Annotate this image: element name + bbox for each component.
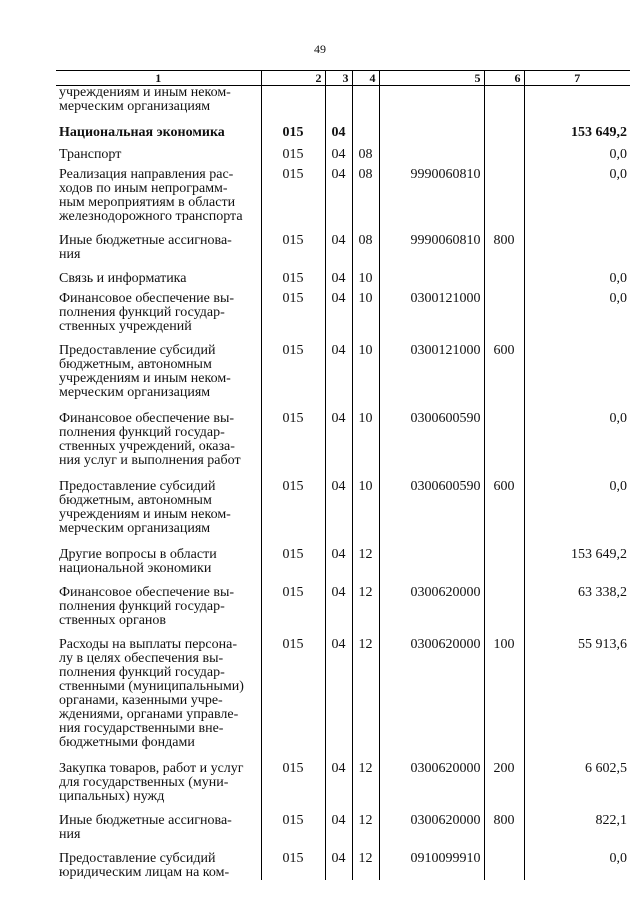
row-name: Предоставление субсидий юридическим лицам на ком-: [59, 851, 230, 880]
row-admin-code: 015: [261, 234, 325, 272]
table-row: [56, 234, 630, 272]
row-subsection: 10: [352, 480, 379, 548]
row-subsection: [352, 126, 379, 148]
row-expense-type: [484, 272, 524, 292]
row-name: Расходы на выплаты персона- лу в целях обеспечения вы- полнения функций государ- ственными (муниципальными) органами, казенными учре- ждениями, органами управле- ния государственными вне- бюджетными фондами: [59, 637, 244, 750]
row-section: 04: [325, 168, 352, 234]
row-target-article: 0300600590: [379, 480, 484, 548]
row-subsection: 12: [352, 852, 379, 880]
row-amount: 153 649,2: [524, 126, 630, 148]
table-row: [56, 148, 630, 168]
row-section: 04: [325, 234, 352, 272]
row-expense-type: 800: [484, 234, 524, 272]
row-amount: 55 913,6: [524, 638, 630, 762]
row-expense-type: [484, 292, 524, 344]
row-amount: 0,0: [524, 852, 630, 880]
header-col-4: 4: [352, 71, 379, 86]
header-col-6: 6: [484, 71, 524, 86]
row-expense-type: 200: [484, 762, 524, 814]
row-target-article: [379, 126, 484, 148]
row-expense-type: 800: [484, 814, 524, 852]
row-name: Иные бюджетные ассигнова- ния: [59, 233, 232, 262]
row-subsection: 12: [352, 548, 379, 586]
row-subsection: 08: [352, 234, 379, 272]
row-name: Национальная экономика: [59, 125, 225, 140]
row-amount: 6 602,5: [524, 762, 630, 814]
row-section: 04: [325, 762, 352, 814]
row-section: 04: [325, 586, 352, 638]
row-expense-type: [484, 586, 524, 638]
row-subsection: 08: [352, 148, 379, 168]
row-admin-code: 015: [261, 272, 325, 292]
row-target-article: 0300121000: [379, 292, 484, 344]
row-target-article: 0300121000: [379, 344, 484, 412]
row-subsection: 12: [352, 762, 379, 814]
table-row: [56, 814, 630, 852]
row-expense-type: 600: [484, 344, 524, 412]
row-amount: [524, 234, 630, 272]
row-amount: 822,1: [524, 814, 630, 852]
row-admin-code: 015: [261, 168, 325, 234]
row-amount: 0,0: [524, 148, 630, 168]
row-subsection: 10: [352, 272, 379, 292]
row-subsection: 10: [352, 412, 379, 480]
table-row: [56, 548, 630, 586]
row-subsection: [352, 86, 379, 127]
row-admin-code: 015: [261, 148, 325, 168]
row-subsection: 12: [352, 638, 379, 762]
row-admin-code: 015: [261, 480, 325, 548]
row-section: 04: [325, 148, 352, 168]
table-row: [56, 586, 630, 638]
row-admin-code: 015: [261, 638, 325, 762]
row-expense-type: 600: [484, 480, 524, 548]
row-target-article: 9990060810: [379, 168, 484, 234]
row-expense-type: [484, 168, 524, 234]
row-expense-type: [484, 548, 524, 586]
row-name: учреждениям и иным неком- мерческим организациям: [59, 85, 231, 114]
row-target-article: 9990060810: [379, 234, 484, 272]
row-admin-code: 015: [261, 548, 325, 586]
row-name: Финансовое обеспечение вы- полнения функций государ- ственных учреждений, оказа- ния услуг и выполнения работ: [59, 411, 241, 468]
row-name: Финансовое обеспечение вы- полнения функций государ- ственных органов: [59, 585, 235, 628]
row-amount: 0,0: [524, 412, 630, 480]
row-target-article: [379, 86, 484, 127]
table-row: [56, 168, 630, 234]
row-name: Предоставление субсидий бюджетным, автономным учреждениям и иным неком- мерческим организациям: [59, 343, 231, 400]
table-row: [56, 292, 630, 344]
table-row: [56, 852, 630, 880]
row-section: 04: [325, 292, 352, 344]
row-amount: 0,0: [524, 480, 630, 548]
row-admin-code: 015: [261, 292, 325, 344]
row-admin-code: 015: [261, 586, 325, 638]
row-name: Закупка товаров, работ и услуг для государственных (муни- ципальных) нужд: [59, 761, 244, 804]
budget-table: [56, 70, 630, 880]
header-col-1: 1: [56, 71, 261, 86]
table-body: [56, 86, 630, 881]
row-admin-code: 015: [261, 344, 325, 412]
row-amount: 63 338,2: [524, 586, 630, 638]
row-admin-code: [261, 86, 325, 127]
header-col-7: 7: [524, 71, 630, 86]
table-row: [56, 272, 630, 292]
header-col-3: 3: [325, 71, 352, 86]
row-section: 04: [325, 344, 352, 412]
table-row: [56, 480, 630, 548]
row-target-article: [379, 272, 484, 292]
row-amount: 0,0: [524, 272, 630, 292]
row-target-article: 0300620000: [379, 586, 484, 638]
row-expense-type: [484, 86, 524, 127]
row-admin-code: 015: [261, 814, 325, 852]
row-amount: [524, 86, 630, 127]
row-subsection: 12: [352, 814, 379, 852]
row-name: Финансовое обеспечение вы- полнения функций государ- ственных учреждений: [59, 291, 235, 334]
row-target-article: [379, 548, 484, 586]
row-target-article: 0300620000: [379, 762, 484, 814]
row-target-article: 0300620000: [379, 638, 484, 762]
row-amount: 0,0: [524, 168, 630, 234]
row-name: Иные бюджетные ассигнова- ния: [59, 813, 232, 842]
row-subsection: 08: [352, 168, 379, 234]
row-admin-code: 015: [261, 762, 325, 814]
table-row: [56, 86, 630, 127]
row-subsection: 10: [352, 292, 379, 344]
table-row: [56, 412, 630, 480]
row-expense-type: [484, 412, 524, 480]
row-expense-type: [484, 126, 524, 148]
row-section: 04: [325, 480, 352, 548]
row-name: Предоставление субсидий бюджетным, автономным учреждениям и иным неком- мерческим организациям: [59, 479, 231, 536]
table-row: [56, 344, 630, 412]
row-section: 04: [325, 852, 352, 880]
row-expense-type: [484, 148, 524, 168]
page-number: 49: [314, 42, 326, 56]
row-section: 04: [325, 272, 352, 292]
row-section: [325, 86, 352, 127]
row-target-article: 0300600590: [379, 412, 484, 480]
row-expense-type: [484, 852, 524, 880]
row-target-article: [379, 148, 484, 168]
row-target-article: 0910099910: [379, 852, 484, 880]
row-name: Реализация направления рас- ходов по иным непрограмм- ным мероприятиям в области железнодорожного транспорта: [59, 167, 243, 224]
row-section: 04: [325, 814, 352, 852]
table-row: [56, 638, 630, 762]
row-admin-code: 015: [261, 852, 325, 880]
row-section: 04: [325, 412, 352, 480]
row-amount: 153 649,2: [524, 548, 630, 586]
row-amount: [524, 344, 630, 412]
header-col-2: 2: [261, 71, 325, 86]
row-expense-type: 100: [484, 638, 524, 762]
row-name: Транспорт: [59, 147, 122, 162]
row-admin-code: 015: [261, 126, 325, 148]
row-amount: 0,0: [524, 292, 630, 344]
header-col-5: 5: [379, 71, 484, 86]
row-name: Другие вопросы в области национальной экономики: [59, 547, 217, 576]
row-subsection: 10: [352, 344, 379, 412]
row-name: Связь и информатика: [59, 271, 187, 286]
table-row: [56, 762, 630, 814]
table-header-row: [56, 71, 630, 86]
row-subsection: 12: [352, 586, 379, 638]
row-section: 04: [325, 548, 352, 586]
row-section: 04: [325, 126, 352, 148]
row-admin-code: 015: [261, 412, 325, 480]
row-section: 04: [325, 638, 352, 762]
row-target-article: 0300620000: [379, 814, 484, 852]
table-row: [56, 126, 630, 148]
